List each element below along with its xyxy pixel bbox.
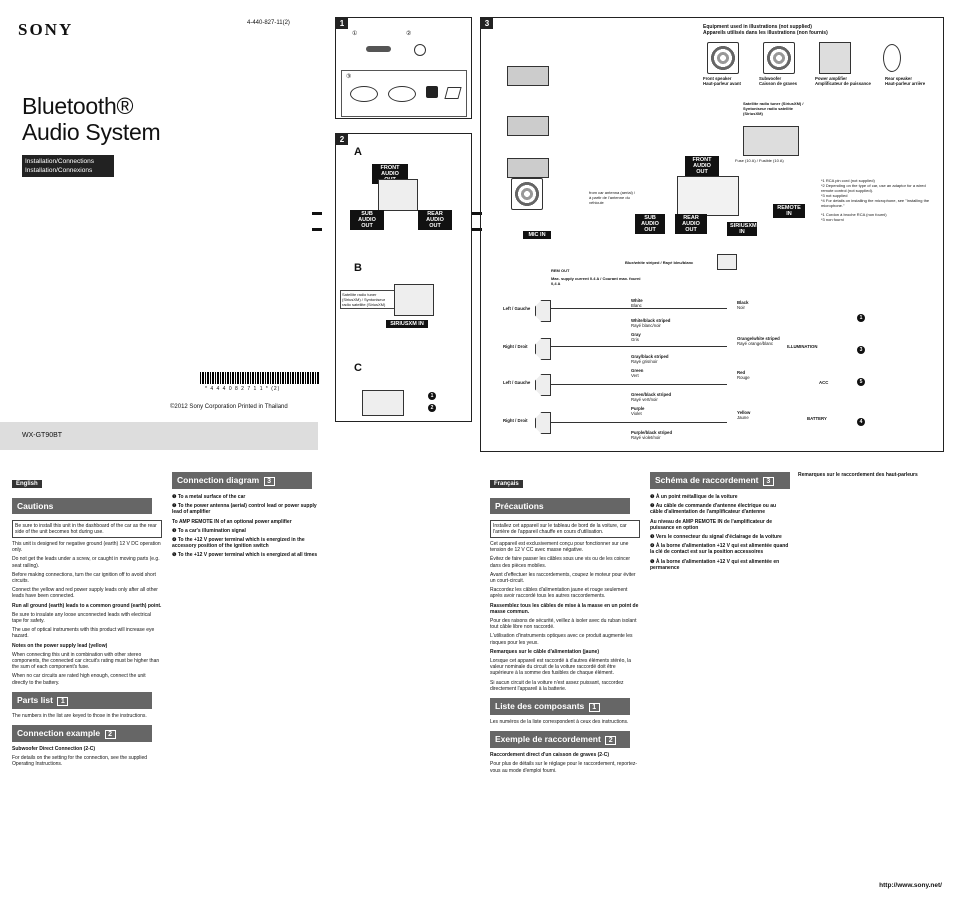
legend-fr: Haut-parleur avant	[703, 81, 741, 86]
wire-en: Yellow	[737, 410, 751, 415]
left-label: Left / Gauche	[503, 380, 531, 385]
sub-direct-text: Pour plus de détails sur le réglage pour le raccordement, reportez-vous au mode d'emploi fourni.	[490, 761, 638, 774]
step-5: ❺ À la borne d'alimentation +12 V qui est alimentée en permanence	[650, 558, 780, 571]
wire-en: Green	[631, 368, 644, 373]
connection-example-title: Exemple de raccordement	[495, 734, 601, 745]
head-unit-rear-icon	[677, 176, 739, 216]
sub-direct-text: For details on the setting for the connection, see the supplied Operating Instructions.	[12, 755, 148, 768]
wire-orange-white	[737, 336, 780, 346]
language-tag-french: Français	[490, 480, 523, 488]
parts-group-box	[341, 70, 467, 117]
caution-item: Connect the yellow and red power supply leads only after all other leads have been connected.	[12, 587, 158, 600]
yellow-lead-item: When connecting this unit in combination with other stereo components, the connected car circuit's rating must be higher than the sum of each component's fuse.	[12, 651, 160, 671]
parts-list-text: The numbers in the list are keyed to those in the instructions.	[12, 712, 147, 719]
step-text: À la borne d'alimentation +12 V qui est alimentée quand la clé de contact est sur la position accessoires	[650, 543, 789, 556]
equipment-title-fr: Appareils utilisés dans les illustrations (non fournis)	[703, 30, 828, 36]
yellow-lead-item: Lorsque cet appareil est raccordé à d'autres éléments stéréo, la valeur nominale du circuit de la voiture raccordé doit être supérieure à la somme des fusibles de chaque élément.	[490, 658, 632, 677]
right-label: Right / Droit	[503, 344, 528, 349]
wire-white-black	[631, 318, 670, 328]
legend-rear-speaker	[885, 76, 939, 86]
note: *3 non fourni	[821, 217, 844, 222]
amp-remote: Au niveau de AMP REMOTE IN de l'amplificateur de puissance en option	[650, 518, 773, 531]
legend-fr: Caisson de graves	[759, 81, 797, 86]
wire-fr: Blanc	[631, 303, 642, 308]
step-text: To a metal surface of the car	[177, 494, 246, 500]
step-4: ❹ To the +12 V power terminal which is energized in the accessory position of the ignition switch	[172, 537, 305, 550]
legend-en: Front speaker	[703, 76, 732, 81]
precaution-item: Rassemblez tous les câbles de mise à la masse en un point de masse commun.	[490, 602, 639, 615]
wire-fr: Rayé vert/noir	[631, 397, 658, 402]
english-column-2	[172, 472, 322, 562]
rem-out-label: REM OUT	[551, 268, 570, 273]
wire-line	[551, 346, 727, 347]
amp-remote: To AMP REMOTE IN of an optional power amplifier	[172, 518, 292, 525]
precaution-item: L'utilisation d'instruments optiques avec ce produit augmente les risques pour les yeux.	[490, 633, 633, 646]
battery-label: BATTERY	[807, 416, 827, 421]
panel-ref: 2	[105, 730, 116, 739]
callout-5: 5	[857, 378, 865, 386]
amplifier-icon	[507, 116, 549, 136]
footer-url[interactable]: http://www.sony.net/	[879, 882, 942, 889]
wire-fr: Rayé gris/noir	[631, 359, 658, 364]
connection-diagram-title: Connection diagram	[177, 475, 260, 485]
callout-4: 4	[857, 418, 865, 426]
step-text: À la borne d'alimentation +12 V qui est alimentée en permanence	[650, 558, 780, 571]
wire-fr: Noir	[737, 305, 745, 310]
caution-item: Be sure to insulate any loose unconnected leads with electrical tape for safety.	[12, 611, 151, 625]
sub-direct-heading: Subwoofer Direct Connection (2-C)	[12, 746, 96, 753]
screw-icon	[414, 44, 426, 56]
amplifier-icon	[507, 66, 549, 86]
parts-list-heading	[12, 692, 152, 709]
note: *3 not supplied	[821, 193, 848, 198]
step-1: ❶ To a metal surface of the car	[172, 494, 246, 500]
front-speaker-icon	[707, 42, 739, 74]
wire-en: Purple/black striped	[631, 430, 673, 435]
power-amplifier-icon	[819, 42, 851, 74]
wire-en: Green/black striped	[631, 392, 672, 397]
step-2: ❷ To the power antenna (aerial) control lead or power supply lead of amplifier	[172, 503, 317, 516]
front-audio-out-label: FRONT AUDIO	[372, 164, 408, 184]
step-3: ❸ Vers le connecteur du signal d'éclairage de la voiture	[650, 534, 782, 541]
language-tag-english: English	[12, 480, 42, 488]
model-number: WX-GT90BT	[22, 432, 63, 439]
precaution-item: Pour des raisons de sécurité, veillez à isoler avec du ruban isolant tout câble libre non raccordé.	[490, 618, 637, 631]
step-5: ❺ To the +12 V power terminal which is energized at all times	[172, 552, 318, 559]
title-line-2: Audio System	[22, 119, 161, 145]
microphone-icon	[426, 86, 438, 98]
english-column-1	[12, 472, 162, 771]
install-label	[22, 155, 114, 177]
wire-fr: Rayé violet/noir	[631, 435, 661, 440]
step-text: To the power antenna (aerial) control lead or power supply lead of amplifier	[172, 503, 317, 516]
wire-white	[631, 298, 643, 308]
connection-diagram-heading	[172, 472, 312, 489]
sub-direct-heading: Raccordement direct d'un caisson de graves (2-C)	[490, 752, 610, 759]
speaker-remarks-heading: Remarques sur le raccordement des haut-parleurs	[798, 472, 918, 478]
rear-speaker-icon	[883, 44, 901, 72]
illumination-label: ILLUMINATION	[787, 344, 818, 349]
amplifier-icon	[507, 158, 549, 178]
note: *1 RCA pin cord (not supplied)	[821, 178, 875, 183]
legend-front-speaker	[703, 76, 757, 86]
left-label: Left / Gauche	[503, 306, 531, 311]
legend-en: Power amplifier	[815, 76, 847, 81]
caution-item: Do not get the leads under a screw, or caught in moving parts (e.g. seat railing).	[12, 556, 160, 569]
yellow-lead-item: When no car circuits are rated high enough, connect the unit directly to the battery.	[12, 673, 146, 686]
wire-fr: Rayé orange/blanc	[737, 341, 774, 346]
head-unit-icon	[378, 179, 418, 211]
precaution-item: Cet appareil est exclusivement conçu pour fonctionner sur une tension de 12 V CC avec masse négative.	[490, 541, 629, 554]
panel-ref: 1	[57, 697, 68, 706]
panel-ref: 3	[264, 477, 275, 486]
wire-fr: Violet	[631, 411, 642, 416]
sub-audio-out-label: SUB AUDIO OUT	[635, 214, 665, 234]
legend-en: Rear speaker	[885, 76, 912, 81]
wire-fr: Gris	[631, 337, 639, 342]
yellow-lead-heading: Notes on the power supply lead (yellow)	[12, 642, 108, 649]
cautions-box: Be sure to install this unit in the dashboard of the car as the rear side of the unit becomes hot during use.	[12, 520, 162, 538]
wire-green-black	[631, 392, 671, 402]
step-text: Au câble de commande d'antenne électrique ou au câble d'alimentation de l'amplificateur d'antenne	[650, 503, 777, 516]
caution-item: Before making connections, turn the car ignition off to avoid short circuits.	[12, 571, 156, 585]
precautions-heading: Précautions	[490, 498, 630, 514]
wire-en: White/black striped	[631, 318, 671, 323]
sony-logo: SONY	[18, 20, 74, 39]
wire-green	[631, 368, 643, 378]
step-text: À un point métallique de la voiture	[655, 494, 738, 500]
speaker-icon	[535, 338, 551, 360]
max-supply-label: Max. supply current 0.4 A / Courant max. fourni 0,4 A	[551, 276, 641, 286]
note: *1 Cordon à broche RCA (non fourni)	[821, 212, 887, 217]
part-2-label: ②	[406, 31, 412, 37]
callout-1: 1	[428, 392, 436, 400]
caution-item: This unit is designed for negative ground (earth) 12 V DC operation only.	[12, 541, 161, 554]
title-line-1: Bluetooth®	[22, 93, 134, 119]
note: *4 For details on installing the microphone, see "Installing the microphone."	[821, 198, 930, 208]
head-unit-icon	[362, 390, 404, 416]
legend-subwoofer	[759, 76, 813, 86]
legend-power-amplifier	[815, 76, 879, 86]
connection-example-heading	[490, 731, 630, 748]
equipment-title	[703, 24, 828, 36]
install-label-en: Installation/Connections	[25, 158, 95, 165]
fold-mark	[312, 228, 322, 231]
step-1: ❶ À un point métallique de la voiture	[650, 494, 738, 500]
fold-mark	[312, 212, 322, 215]
step-text: Vers le connecteur du signal d'éclairage de la voiture	[655, 534, 782, 541]
barcode-number: * 4 4 4 0 8 2 7 1 1 * (2)	[205, 386, 281, 392]
wire-red	[737, 370, 750, 380]
subwoofer-icon	[511, 178, 543, 210]
section-a-label: A	[354, 146, 362, 158]
wire-purple-black	[631, 430, 672, 440]
wire-line	[551, 422, 727, 423]
sat-tuner-label: Satellite radio tuner (SiriusXM) / Syntoniseur radio satellite (SiriusXM)	[340, 290, 396, 309]
diagram-notes	[821, 178, 937, 222]
callout-1: 1	[857, 314, 865, 322]
wire-fr: Vert	[631, 373, 639, 378]
install-label-fr: Installation/Connexions	[25, 167, 93, 174]
note: *2 Depending on the type of car, use an adaptor for a wired remote control (not supplied).	[821, 183, 926, 193]
front-audio-out-label: FRONT AUDIO OUT	[685, 156, 719, 176]
wiring-connector-icon	[717, 254, 737, 270]
right-label: Right / Droit	[503, 418, 528, 423]
yellow-lead-item: Si aucun circuit de la voiture n'est assez puissant, raccordez directement l'appareil à la batterie.	[490, 679, 624, 692]
subwoofer-icon	[763, 42, 795, 74]
panel-number: 3	[481, 18, 493, 29]
precaution-item: Évitez de faire passer les câbles sous une vis ou de les coincer dans des pièces mobiles.	[490, 556, 631, 569]
model-bar	[0, 422, 318, 450]
parts-list-heading	[490, 698, 630, 715]
remote-in-label: REMOTE IN	[773, 204, 805, 218]
wire-en: Purple	[631, 406, 645, 411]
caution-item: The use of optical instruments with this product will increase eye hazard.	[12, 627, 155, 640]
head-unit-icon	[394, 284, 434, 316]
panel-number: 1	[336, 18, 348, 29]
parts-list-title: Liste des composants	[495, 701, 585, 712]
rear-audio-out-label: REAR AUDIO OUT	[675, 214, 707, 234]
step-text: To the +12 V power terminal which is energized at all times	[177, 552, 318, 559]
fuse-label: Fuse (10 A) / Fusible (10 A)	[735, 158, 784, 163]
panel-ref: 2	[605, 736, 616, 745]
car-antenna-label: from car antenna (aerial) / à partir de l'antenne du véhicule	[589, 190, 636, 205]
cable-icon	[350, 86, 378, 102]
bracket-icon	[366, 46, 391, 52]
pad-icon	[444, 87, 461, 99]
part-1-label: ①	[352, 31, 358, 37]
barcode	[200, 372, 320, 384]
schema-title: Schéma de raccordement	[655, 475, 759, 485]
wire-purple	[631, 406, 644, 416]
sub-audio-out-label: SUB AUDIO OUT	[350, 210, 384, 230]
wire-gray-black	[631, 354, 669, 364]
panel-1-parts	[335, 17, 472, 119]
precautions-box: Installez cet appareil sur le tableau de bord de la voiture, car l'arrière de l'appareil chauffe en cours d'utilisation.	[490, 520, 640, 538]
parts-list-text: Les numéros de la liste correspondent à ceux des instructions.	[490, 719, 629, 726]
speaker-icon	[535, 374, 551, 396]
french-column-2	[650, 472, 790, 574]
section-c-label: C	[354, 362, 362, 374]
panel-number: 2	[336, 134, 348, 145]
step-3: ❸ To a car's illumination signal	[172, 527, 246, 534]
panel-3-connection-diagram	[480, 17, 944, 452]
wire-en: White	[631, 298, 643, 303]
french-column-1	[490, 472, 640, 777]
panel-ref: 1	[589, 703, 600, 712]
section-b-label: B	[354, 262, 362, 274]
part-3-label: ③	[346, 74, 352, 80]
wire-black	[737, 300, 748, 310]
wire-gray	[631, 332, 641, 342]
wire-fr: Rouge	[737, 375, 750, 380]
cautions-heading: Cautions	[12, 498, 152, 514]
yellow-lead-heading: Remarques sur le câble d'alimentation (jaune)	[490, 648, 599, 655]
step-text: To the +12 V power terminal which is energized in the accessory position of the ignition switch	[172, 537, 305, 550]
rear-audio-out-label: REAR AUDIO OUT	[418, 210, 452, 230]
callout-3: 3	[857, 346, 865, 354]
callout-2: 2	[428, 404, 436, 412]
legend-fr: Haut-parleur arrière	[885, 81, 926, 86]
equipment-title-en: Equipment used in illustrations (not supplied)	[703, 24, 812, 30]
schema-heading	[650, 472, 790, 489]
step-4: ❹ À la borne d'alimentation +12 V qui est alimentée quand la clé de contact est sur la position accessoires	[650, 543, 789, 556]
wire-en: Gray/black striped	[631, 354, 669, 359]
acc-label: ACC	[819, 380, 829, 385]
wire-fr: Rayé blanc/noir	[631, 323, 661, 328]
caution-item: Run all ground (earth) leads to a common ground (earth) point.	[12, 602, 162, 609]
copyright: ©2012 Sony Corporation Printed in Thailand	[170, 404, 288, 410]
speaker-icon	[535, 300, 551, 322]
page-title	[22, 93, 160, 145]
french-column-3	[798, 472, 944, 481]
panel-ref: 3	[763, 477, 774, 486]
legend-fr: Amplificateur de puissance	[815, 81, 871, 86]
wire-line	[551, 384, 727, 385]
wire-en: Orange/white striped	[737, 336, 780, 341]
legend-en: Subwoofer	[759, 76, 782, 81]
document-code: 4-440-827-11(2)	[247, 20, 290, 26]
mic-in-label: MIC IN	[523, 231, 551, 239]
precaution-item: Avant d'effectuer les raccordements, coupez le moteur pour éviter un court-circuit.	[490, 571, 636, 585]
step-2: ❷ Au câble de commande d'antenne électrique ou au câble d'alimentation de l'amplificateur d'antenne	[650, 503, 777, 516]
wire-fr: Jaune	[737, 415, 749, 420]
siriusxm-in-label: SIRIUSXM IN	[386, 320, 428, 328]
sat-tuner-icon	[743, 126, 799, 156]
wire-en: Gray	[631, 332, 641, 337]
speaker-icon	[535, 412, 551, 434]
wire-en: Red	[737, 370, 746, 375]
siriusxm-in-label: SIRIUSXM IN	[727, 222, 757, 236]
panel-2-connection-example	[335, 133, 472, 422]
step-text: To a car's illumination signal	[177, 527, 246, 534]
cord-icon	[388, 86, 416, 102]
precaution-item: Raccordez les câbles d'alimentation jaune et rouge seulement après avoir raccordé tous les autres raccordements.	[490, 587, 628, 600]
blue-white-label: Blue/white striped / Rayé bleu/blanc	[625, 260, 694, 265]
wire-yellow	[737, 410, 750, 420]
connection-example-title: Connection example	[17, 728, 101, 739]
parts-list-title: Parts list	[17, 694, 53, 705]
wire-line	[551, 308, 727, 309]
sat-tuner-label: Satellite radio tuner (SiriusXM) / Syntoniseur radio satellite (SiriusXM)	[743, 101, 804, 116]
wire-en: Black	[737, 300, 749, 305]
connection-example-heading	[12, 725, 152, 742]
